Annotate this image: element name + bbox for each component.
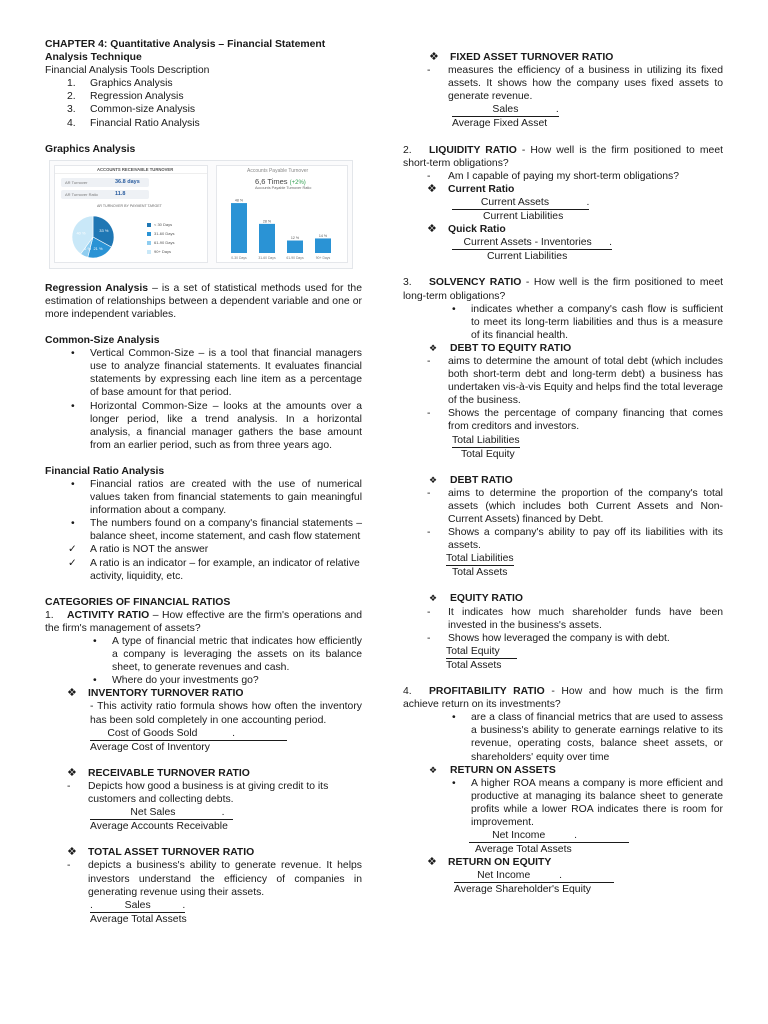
quick-ratio-heading: ❖ Quick Ratio bbox=[427, 223, 506, 236]
equity-ratio-formula: Total Equity Total Assets bbox=[446, 645, 518, 671]
bar-category-label: 31-60 Days bbox=[258, 255, 276, 260]
current-ratio-formula: Current Assets . Current Liabilities bbox=[452, 196, 590, 223]
roe-formula: Net Income . Average Shareholder's Equity bbox=[454, 870, 614, 896]
list-item: ✓ A ratio is NOT the answer bbox=[68, 544, 209, 556]
bar bbox=[259, 224, 275, 253]
list-item: - Shows how leveraged the company is with debt. bbox=[427, 632, 670, 644]
debt-ratio-heading: ❖ DEBT RATIO bbox=[429, 474, 513, 486]
list-item: • indicates whether a company's cash flow is sufficient to meet its long-term liabilities and thus is a measure of its financial health. bbox=[452, 303, 723, 341]
return-on-equity-heading: ❖ RETURN ON EQUITY bbox=[427, 856, 552, 869]
common-size-heading: Common-Size Analysis bbox=[45, 335, 160, 347]
liquidity-paragraph: 2. LIQUIDITY RATIO - How well is the firm positioned to meet short-term obligations? bbox=[403, 144, 723, 169]
ap-turnover-delta: (+2%) bbox=[289, 179, 306, 186]
bar-category-label: 61-90 Days bbox=[286, 255, 304, 260]
chapter-title: CHAPTER 4: Quantitative Analysis – Financial Statement Analysis Technique bbox=[45, 39, 326, 64]
fixed-asset-heading: ❖ FIXED ASSET TURNOVER RATIO bbox=[429, 51, 614, 63]
categories-heading: CATEGORIES OF FINANCIAL RATIOS bbox=[45, 596, 231, 608]
pie-title: AR TURNOVER BY PAYMENT TARGET bbox=[97, 203, 162, 208]
debt-to-equity-heading: ❖ DEBT TO EQUITY RATIO bbox=[429, 342, 572, 354]
diamond-icon: ❖ bbox=[429, 51, 439, 63]
list-item: 4. Financial Ratio Analysis bbox=[67, 117, 200, 129]
tools-list bbox=[45, 77, 362, 129]
diamond-icon: ❖ bbox=[429, 474, 438, 485]
list-item: - measures the efficiency of a business in utilizing its fixed assets. It shows how the company uses fixed assets to generate revenue. bbox=[427, 65, 723, 103]
legend-item: 90+ Days bbox=[147, 249, 171, 254]
diamond-icon: ❖ bbox=[427, 182, 437, 195]
total-asset-turnover-heading: ❖ TOTAL ASSET TURNOVER RATIO bbox=[67, 846, 255, 859]
solvency-paragraph: 3. SOLVENCY RATIO - How well is the firm positioned to meet long-term obligations? bbox=[403, 277, 723, 302]
list-item: ✓ A ratio is an indicator – for example, an indicator of relative activity, liquidity, etc. bbox=[68, 557, 360, 582]
list-item: • Where do your investments go? bbox=[93, 675, 259, 687]
graphics-heading: Graphics Analysis bbox=[45, 143, 136, 155]
activity-ratio-paragraph: 1. ACTIVITY RATIO – How effective are the firm's operations and the firm's management of assets? bbox=[45, 609, 363, 634]
list-item: - aims to determine the amount of total debt (which includes both short-term debt and long-term debt) a business has undertaken vis-à-vis Equity and helps find the total leverage of the business. bbox=[427, 355, 723, 407]
bar bbox=[315, 238, 331, 253]
bar-value-label: 28 % bbox=[262, 219, 272, 224]
diamond-icon: ❖ bbox=[429, 593, 438, 604]
bar-value-label: 14 % bbox=[318, 233, 328, 238]
diamond-icon: ❖ bbox=[429, 764, 438, 775]
list-item: 1. Graphics Analysis bbox=[67, 78, 173, 90]
list-item: • Vertical Common-Size – is a tool that financial managers use to analyze financial statements. It evaluates financial statements by expressing each line item as a percentage of base amount for that period. bbox=[71, 348, 362, 399]
receivable-formula: Net Sales . Average Accounts Receivable bbox=[90, 807, 234, 833]
legend-item: < 30 Days bbox=[147, 222, 172, 227]
ar-turnover-panel bbox=[54, 165, 208, 263]
pie-label: 33 % bbox=[99, 227, 109, 233]
panel-b-title: Accounts Payable Turnover bbox=[247, 167, 309, 174]
list-item: • A higher ROA means a company is more efficient and productive at managing its balance sheet to generate profits while a lower ROA indicates there is room for improvement. bbox=[452, 777, 723, 828]
list-item: • Horizontal Common-Size – looks at the amounts over a longer period, like a trend analysis. In a horizontal analysis, a financial manager gathers the base amount from an earlier period, such as from three years ago. bbox=[71, 400, 362, 451]
panel-b-subtitle: Accounts Payable Turnover Ratio bbox=[255, 185, 312, 190]
total-asset-formula: . Sales . Average Total Assets bbox=[90, 899, 187, 925]
panel-a-title: ACCOUNTS RECEIVABLE TURNOVER bbox=[97, 166, 174, 172]
regression-paragraph: Regression Analysis – is a set of statistical methods used for the estimation of relationships between a dependent variable and one or more independent variables. bbox=[45, 282, 362, 320]
list-item: • The numbers found on a company's financial statements –balance sheet, income statement, and cash flow statement bbox=[71, 518, 362, 543]
ap-turnover-value: 6,6 Times bbox=[255, 176, 288, 186]
list-item: - Shows a company's ability to pay off its liabilities with its assets. bbox=[427, 527, 723, 552]
bar-chart bbox=[217, 193, 347, 261]
current-ratio-heading: ❖ Current Ratio bbox=[427, 182, 515, 195]
receivable-turnover-heading: ❖ RECEIVABLE TURNOVER RATIO bbox=[67, 766, 250, 779]
tools-heading: Financial Analysis Tools Description bbox=[45, 65, 210, 77]
inventory-text: - This activity ratio formula shows how often the inventory has been sold completely in one accounting period. bbox=[90, 701, 362, 726]
debt-ratio-formula: Total Liabilities Total Assets bbox=[446, 553, 514, 579]
ar-ratio-row: AR Turnover Ratio 11.8 bbox=[61, 190, 149, 199]
bar bbox=[231, 203, 247, 253]
pie-chart bbox=[63, 212, 133, 262]
debt-to-equity-formula: Total Liabilities Total Equity bbox=[452, 434, 520, 460]
financial-ratio-heading: Financial Ratio Analysis bbox=[45, 465, 165, 477]
left-column bbox=[45, 38, 362, 926]
inventory-turnover-heading: ❖ INVENTORY TURNOVER RATIO bbox=[67, 687, 244, 700]
list-item: 3. Common-size Analysis bbox=[67, 104, 196, 116]
list-item: - aims to determine the proportion of the company's total assets (which includes both Current Assets and Non-Current Assets) financed by Debt. bbox=[427, 487, 723, 525]
bar bbox=[287, 240, 303, 252]
dashboard-image bbox=[49, 160, 353, 269]
list-item: - It indicates how much shareholder funds have been invested in the business's assets. bbox=[427, 606, 723, 631]
bar-value-label: 12 % bbox=[290, 235, 300, 240]
diamond-icon: ❖ bbox=[67, 687, 77, 700]
list-item: • are a class of financial metrics that are used to assess a business's ability to generate earnings relative to its revenue, operating costs, balance sheet assets, or shareholders' equity over time bbox=[452, 712, 723, 763]
ar-turnover-row: AR Turnover 36.8 days bbox=[61, 178, 149, 187]
roa-formula: Net Income . Average Total Assets bbox=[469, 830, 629, 856]
fixed-asset-formula: Sales . Average Fixed Asset bbox=[452, 104, 559, 130]
list-item: - Depicts how good a business is at giving credit to its customers and collecting debts. bbox=[67, 780, 329, 806]
quick-ratio-formula: Current Assets - Inventories . Current Liabilities bbox=[452, 237, 612, 263]
diamond-icon: ❖ bbox=[67, 766, 77, 779]
list-item: • Financial ratios are created with the use of numerical values taken from financial statements to gain meaningful information about a company. bbox=[71, 478, 362, 517]
right-column bbox=[403, 51, 723, 897]
bar-category-label: 90+ Days bbox=[315, 255, 331, 260]
inventory-formula: Cost of Goods Sold . Average Cost of Inventory bbox=[90, 727, 287, 753]
pie-label: 40 % bbox=[76, 230, 86, 236]
profitability-paragraph: 4. PROFITABILITY RATIO - How and how much is the firm achieve return on its investments? bbox=[403, 686, 723, 711]
equity-ratio-heading: ❖ EQUITY RATIO bbox=[429, 593, 523, 605]
legend-item: 61-90 Days bbox=[147, 240, 174, 245]
diamond-icon: ❖ bbox=[429, 342, 438, 353]
diamond-icon: ❖ bbox=[427, 856, 437, 869]
list-item: - Shows the percentage of company financing that comes from creditors and investors. bbox=[427, 408, 723, 433]
list-item: 2. Regression Analysis bbox=[67, 91, 184, 103]
bar-category-label: 0-30 Days bbox=[231, 255, 247, 260]
list-item: - Am I capable of paying my short-term obligations? bbox=[427, 170, 680, 182]
ap-turnover-panel bbox=[216, 165, 348, 263]
list-item: - depicts a business's ability to generate revenue. It helps investors understand the efficiency of companies in generating revenue using their assets. bbox=[67, 860, 362, 898]
bar-value-label: 48 % bbox=[234, 198, 244, 203]
pie-label: 21 % bbox=[93, 245, 103, 251]
legend-item: 31-60 Days bbox=[147, 231, 174, 236]
pie-label: 6 % bbox=[84, 245, 92, 251]
list-item: • A type of financial metric that indicates how efficiently a company is leveraging the assets on its balance sheet, to generate revenues and cash. bbox=[93, 636, 362, 674]
diamond-icon: ❖ bbox=[427, 223, 437, 236]
return-on-assets-heading: ❖ RETURN ON ASSETS bbox=[429, 764, 556, 776]
diamond-icon: ❖ bbox=[67, 846, 77, 859]
